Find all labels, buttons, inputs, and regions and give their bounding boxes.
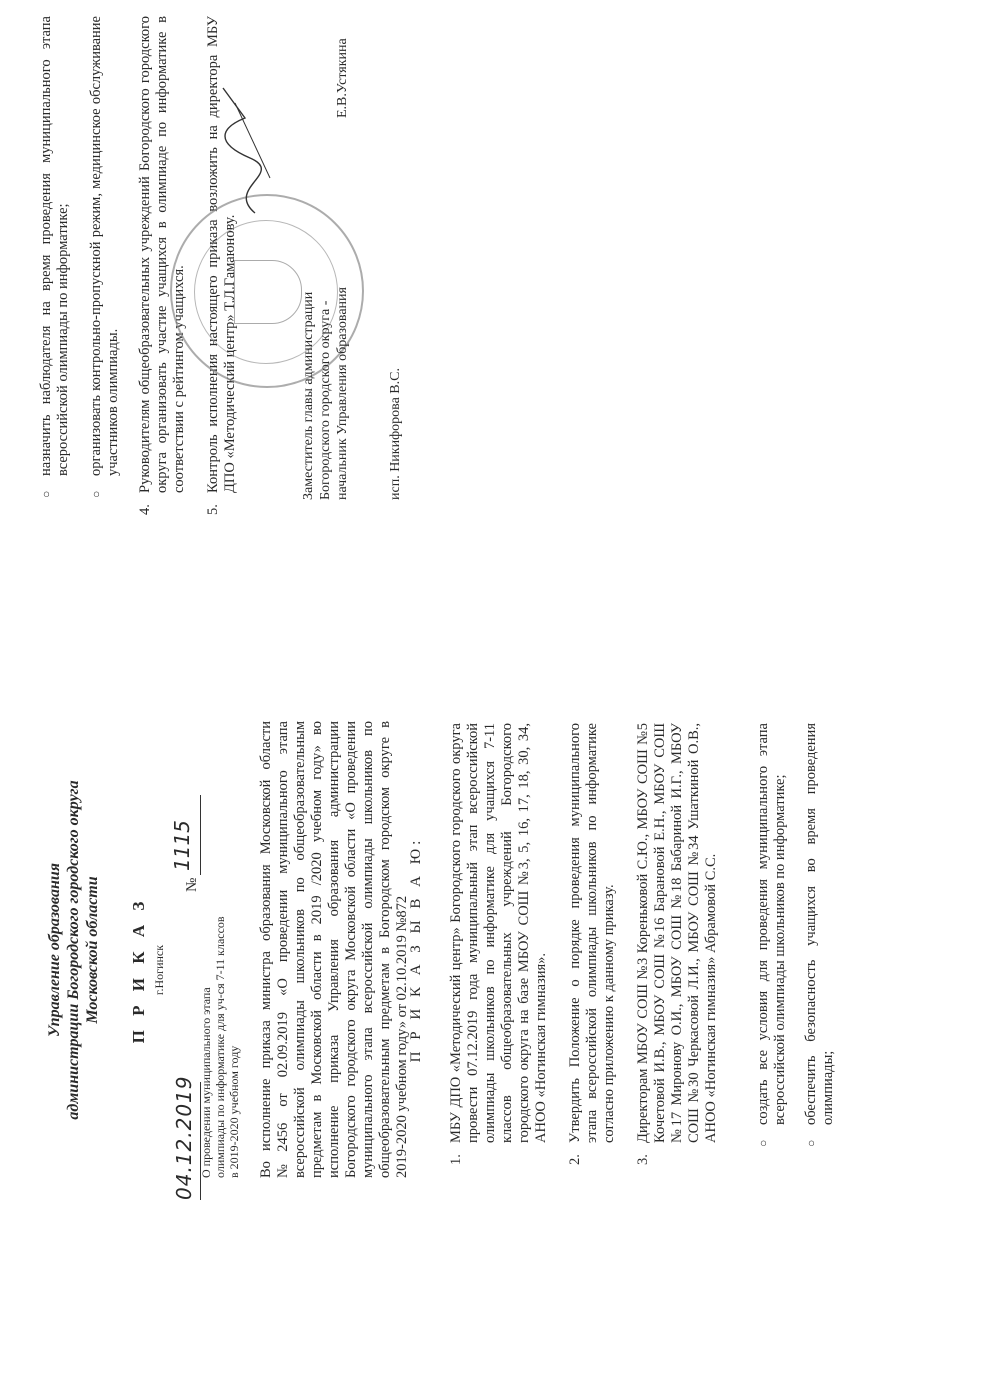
bullet-circle-icon: ○	[39, 490, 53, 498]
number-label: №	[184, 877, 200, 892]
role-line: Богородского городского округа -	[318, 300, 333, 500]
header-line: Московской области	[84, 876, 101, 1024]
order-item	[448, 723, 550, 1165]
document-date: 04.12.2019	[172, 1075, 196, 1200]
bullet-circle-icon: ○	[89, 490, 103, 498]
document-city: г.Ногинск	[152, 944, 166, 996]
handwritten-signature-icon	[215, 78, 295, 218]
item-number: 2.	[567, 1154, 583, 1165]
order-subitem	[38, 16, 72, 498]
subject-line: в 2019-2020 учебном году	[227, 1045, 241, 1178]
bullet-circle-icon: ○	[804, 1139, 818, 1147]
item-number: 4.	[137, 504, 153, 515]
item-number: 1.	[448, 1154, 464, 1165]
subitem-text: назначить наблюдателя на время проведения муниципального этапа всероссийской олимпиады по информатике;	[38, 16, 71, 476]
signatory-role	[300, 287, 351, 500]
item-text: Утвердить Положение о порядке проведения муниципального этапа всероссийской олимпиады школьников по информатике согласно приложению к данному приказу.	[567, 723, 617, 1143]
number-underline	[200, 795, 201, 875]
order-subitem	[755, 723, 789, 1147]
issuer-header	[45, 720, 102, 1180]
item-number: 3.	[635, 1154, 651, 1165]
document-number: 1115	[170, 820, 194, 871]
subitem-text: обеспечить безопасность учащихся во время проведения олимпиады;	[803, 723, 836, 1125]
role-line: начальник Управления образования	[335, 287, 350, 500]
item-text: МБУ ДПО «Методический центр» Богородского городского округа провести 07.12.2019 года муниципальный этап всероссийской олимпиады школьников по информатике для учащихся 7-11 классов общеобразовательных учреждений Богородского городского округа на базе МБОУ СОШ №3, 5, 16, 17, 18, 30, 34, АНОО «Ногинская гимназия».	[448, 723, 549, 1143]
order-subitem	[803, 723, 837, 1147]
page-left	[0, 688, 1000, 1375]
document-title: П Р И К А З	[129, 896, 148, 1044]
subitem-text: создать все условия для проведения муниципального этапа всероссийской олимпиады школьников по информатике;	[755, 723, 788, 1125]
seal-emblem-icon	[234, 260, 302, 324]
header-line: Управление образования	[46, 863, 63, 1038]
bullet-circle-icon: ○	[756, 1139, 770, 1147]
item-number: 5.	[205, 504, 221, 515]
order-item	[635, 723, 720, 1165]
subject-line: О проведении муниципального этапа	[199, 987, 213, 1178]
order-subitem	[88, 16, 122, 498]
subitem-text: организовать контрольно-пропускной режим, медицинское обслуживание участников олимпиады.	[88, 16, 121, 476]
item-text: Руководителям общеобразовательных учреждений Богородского городского округа организовать участие учащихся в олимпиаде по информатике в соответствии с рейтингом учащихся.	[137, 16, 187, 493]
executor-note: исп. Никифорова В.С.	[388, 368, 403, 500]
order-heading: П Р И К А З Ы В А Ю:	[408, 836, 424, 1063]
header-line: администрации Богородского городского округа	[65, 780, 82, 1120]
order-item	[567, 723, 618, 1165]
intro-paragraph: Во исполнение приказа министра образования Московской области №2456 от 02.09.2019 «О проведении муниципального этапа всероссийской олимпиады школьников по общеобразовательным предметам в Московской области в 2019 /2020 учебном году» во исполнение приказа Управления образования администрации Богородского городского округа Московской области «О проведении муниципального этапа всероссийской олимпиады школьников по общеобразовательным предметам в Богородском городском округе в 2019-2020 учебном году» от 02.10.2019 №872	[258, 721, 410, 1178]
item-text: Директорам МБОУ СОШ №3 Кореньковой С.Ю., МБОУ СОШ №5 Кочетовой И.В., МБОУ СОШ №16 Барановой Е.Н., МБОУ СОШ №17 Миронову О.И., МБОУ СОШ №18 Бабариной И.Г., МБОУ СОШ №30 Черкасовой Л.И., МБОУ СОШ №34 Ушаткиной О.В., АНОО «Ногинская гимназия» Абрамовой С.С.	[635, 723, 719, 1143]
signatory-name: Е.В.Устякина	[335, 38, 350, 118]
item-text: Контроль исполнения настоящего приказа возложить на директора МБУ ДПО «Методический центр» Т.Л.Гамаюнову.	[205, 16, 238, 493]
role-line: Заместитель главы администрации	[301, 291, 316, 500]
document-subject	[199, 878, 241, 1178]
subject-line: олимпиады по информатике для уч-ся 7-11 классов	[213, 916, 227, 1178]
